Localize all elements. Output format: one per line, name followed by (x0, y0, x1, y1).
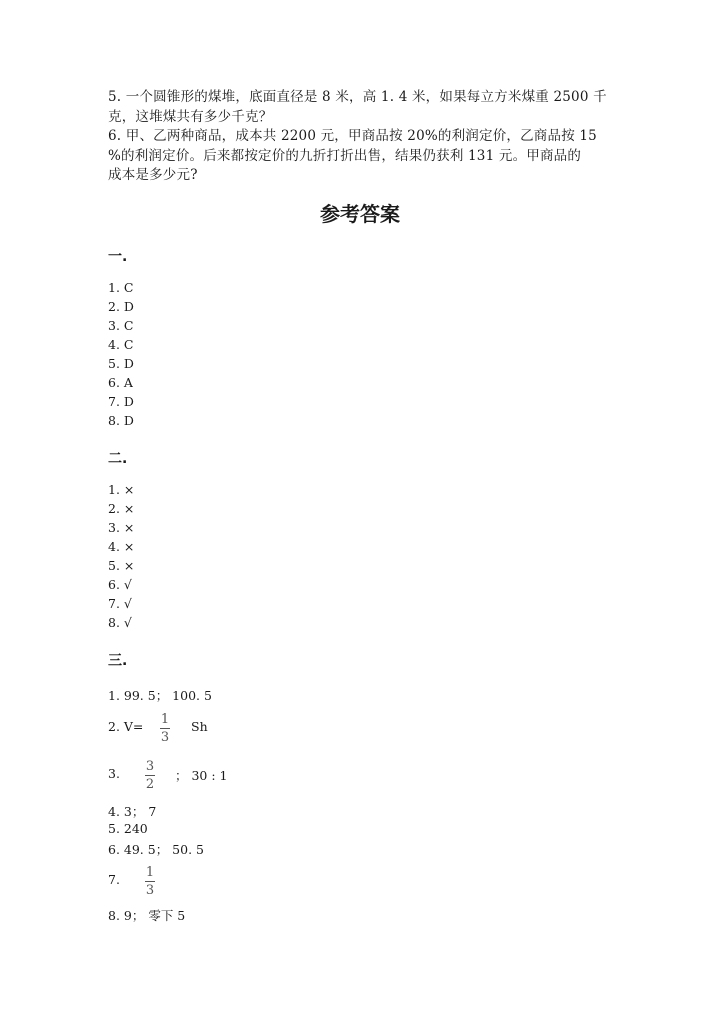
answer-item: 2. D (108, 299, 134, 314)
answer-3-5: 5. 240 (108, 821, 148, 836)
answer-item: 6. √ (108, 577, 132, 592)
answer-item: 2. × (108, 501, 135, 516)
answer-3-2-prefix: 2. V= (108, 719, 144, 734)
answer-item: 7. D (108, 394, 134, 409)
problem-5 (108, 88, 608, 127)
fraction-bar (145, 881, 155, 882)
fraction (145, 759, 155, 792)
fraction-denominator: 2 (145, 777, 155, 792)
answer-item: 1. × (108, 482, 135, 497)
problem-5-line-1: 5. 一个圆锥形的煤堆，底面直径是 8 米，高 1. 4 米，如果每立方米煤重 2500 千 (108, 89, 607, 105)
problem-6-line-3: 成本是多少元? (108, 167, 198, 183)
answer-item: 5. D (108, 356, 134, 371)
answer-item: 4. C (108, 337, 134, 352)
answer-item: 3. × (108, 520, 135, 535)
fraction-numerator: 1 (145, 865, 155, 880)
section-2-heading: 二. (108, 451, 128, 467)
answer-3-8: 8. 9； 零下 5 (108, 908, 186, 923)
answer-3-6: 6. 49. 5； 50. 5 (108, 842, 204, 857)
answer-3-3-suffix: ； 30 : 1 (175, 768, 228, 783)
fraction-bar (160, 728, 170, 729)
answer-item: 8. √ (108, 615, 132, 630)
section-1-answers (108, 278, 134, 430)
fraction-denominator: 3 (145, 883, 155, 898)
answer-title: 参考答案 (320, 202, 400, 226)
fraction-numerator: 3 (145, 759, 155, 774)
fraction-denominator: 3 (160, 730, 170, 745)
answer-item: 3. C (108, 318, 134, 333)
fraction (160, 712, 170, 745)
answer-3-4: 4. 3； 7 (108, 804, 157, 819)
answer-item: 1. C (108, 280, 134, 295)
answer-3-3-prefix: 3. (108, 766, 120, 781)
section-3-heading: 三. (108, 653, 128, 669)
answer-item: 7. √ (108, 596, 132, 611)
answer-item: 8. D (108, 413, 134, 428)
answer-3-7-prefix: 7. (108, 872, 120, 887)
problem-6-line-2: %的利润定价。后来都按定价的九折打折出售，结果仍获利 131 元。甲商品的 (108, 147, 582, 164)
answer-item: 5. × (108, 558, 135, 573)
problem-5-line-2: 克，这堆煤共有多少千克？ (108, 108, 273, 125)
answer-item: 4. × (108, 539, 135, 554)
answer-item: 6. A (108, 375, 133, 390)
answer-3-2-suffix: Sh (191, 719, 208, 734)
fraction (145, 865, 155, 898)
problem-6-line-1: 6. 甲、乙两种商品，成本共 2200 元，甲商品按 20%的利润定价，乙商品按 15 (108, 128, 597, 144)
fraction-numerator: 1 (160, 712, 170, 727)
section-2-answers (108, 480, 134, 632)
answer-3-1: 1. 99. 5； 100. 5 (108, 688, 212, 703)
section-1-heading: 一. (108, 249, 128, 265)
problem-6 (108, 127, 608, 186)
fraction-bar (145, 775, 155, 776)
